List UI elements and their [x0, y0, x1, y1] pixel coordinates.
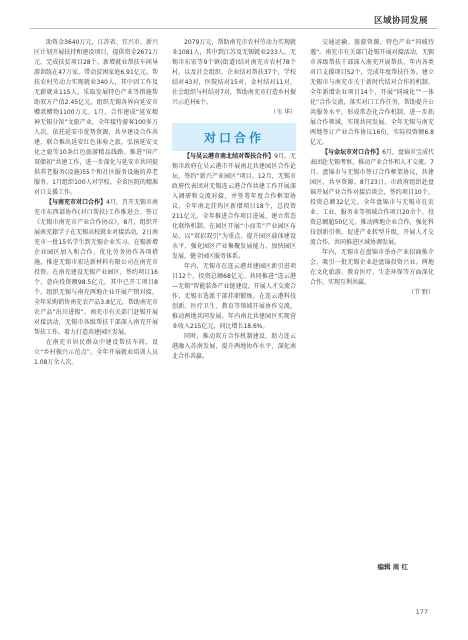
paragraph	[34, 198, 158, 338]
text-column-3	[310, 38, 434, 298]
paragraph: 年内，无锡市在连云港共建园区新引进项目12个，投资总额68亿元。共同推进“连云港—无锡”智能装备产业链建设。开展人才交流合作，无锡市选派干部挂职锻炼，在连云港科技创新、医疗卫生、教育等领域开展协作交流，推动两地共同发展。年内南北共建园区实现营业收入215亿元，同比增长18.6%。	[172, 263, 296, 330]
text-column-2	[172, 38, 296, 362]
subsection-heading: 【与吴云港市南北结对帮扶合作】	[184, 153, 275, 160]
editor-credit: 编辑 周 红	[377, 563, 408, 571]
paragraph: 年内，无锡市在盘锦市举办产业招商推介会，吸引一批无锡企业赴盘锦投资兴业。两地在文化旅游、教育医疗、生态环保等方面深化合作，实现互利共赢。	[310, 249, 434, 286]
paragraph-text: 6月，盘锦市宝成代表团赴无锡考察，推动产业合作和人才交流。7月，盘锦市与无锡市签订合作框架协议，共建园区，共享资源。8月23日，市政府组织赴盘锦开展产业合作对接洽谈会，签约项目10个，投资总额32亿元。全年盘锦市与无锡市在农业、工业、服务业等领域合作项目20余个，投资总额超50亿元。推动两地企业合作，强化科技创新引领，促进产业转型升级，开展人才交流合作，共同推进区域协调发展。	[310, 149, 434, 246]
page-number: 177	[415, 608, 428, 616]
paragraph: 助资金3640万元，江苏省、宜兴市、新兴区计划开展扶持和建设项目，提供资金2671万元，完成扶贫项目28个。新增就业帮扶车间导游训练在47万家，带动贫困家庭6.91亿元。帮扶农村劳动力实现就业340人，其中因工作及无薪就业115人。采取发展特色产业等措施帮助双方产值2.45亿元，组织无锡各界向延安市赠款赠物1100万元。1月，合作建成“延安精神无锡分馆”文旅产业，全年接待游客100多万人次。依托延安市优势资源，共享建设合作共建，联合推出延安红色体验之旅，弘扬延安文化之旅等10条红色旅游精品线路。推进“国产双储初”共建工作，进一步深化与延安市共同提供养老服务(设施)55个和社区服务设施的养老服务，1月组织100人对学校、全省医院的精准对口支援工作。	[34, 39, 158, 196]
subsection-heading: 【与南充市对口合作】	[46, 199, 107, 206]
feature-banner-label: 对口合作	[203, 130, 264, 145]
paragraph: 2079万元，帮助南充市农村劳动力实现就业1081人，其中到江苏及无锡就业233人。无锡市东宏等9个镇(街道)结对南充市农村78个村，以及社会组织、企业结对帮扶37个，学校结对43对，医院结对15对，金村结对11对，社会组织与村结对7对，帮助南充市打造乡村振兴示范村6个。	[172, 39, 296, 106]
author-signature: （韦 华）	[270, 109, 296, 116]
paragraph-text: 9月，无锡市政府在吴云港市开展南北共建园区合作论坛，签约“新兴产业园区”项目。12月，无锡市政府代表团对无锡连云港合作共建工作开展深入调研和交流对接，并签署年度合作框架协议。全年南北挂钩区新增项目18个，总投资211亿元。全年推进合作项目进展，建立常态化联络机制。在园区开展“小而美”产业园区布局，以“双招双引”为重点，提升园区载体建设水平，强化园区产业集聚发展能力。加快园区发展，健全园区服务体系。	[172, 153, 296, 260]
paragraph: 交通运输、旅游资源、特色产业“同城待遇”。南充市有关部门赴锡开展对接活动，无锡市各级帮扶干部深入南充开展帮扶，年内各类对口支援项目52个，完成年度帮扶任务。建立无锡市与南充市关于新时代结对合作的机制，全年新增农业项目14个，开展“同城化”“一体化”合作交流，落实对口工作任务，帮助提升公共服务水平，形成常态化合作机制，进一步拓展合作领域，实现共同发展。全年无锡与南充两地签订产业合作协议16份，实际投资额6.8亿元。	[310, 39, 434, 146]
paragraph-text: 4月，召开无锡市南充市东西部协作(对口帮扶)工作推进会。签订《无锡市南充市产业合作协议》。8月，组织开展南充籍学子在无锡高校就业对接活动，2日南充市一批15名学生到无锡企业实习。在锡新增企业园区加入和合作，优化劳务协作各项措施，推进无锡市宏达新材料有限公司在南充市投资。在南充建设无锡产业园区，签约项目16个，意向投资额98.5亿元，其中已开工项目8个。组织无锡与南充两地企业开展产销对接，全年采购销售南充农产品3.8亿元，帮助南充市农产品“出川进锡”。南充市有关部门赴锡开展对接活动，无锡市各级帮扶干部深入南充开展帮扶工作，着力打造共建园区发展。	[34, 199, 158, 336]
paragraph: 在南充市居民群众中建设帮扶车间，设立“乡村振兴示范点”。全年开展就业培训人员1.08万余人次。	[34, 339, 158, 366]
text-column-1	[34, 38, 158, 368]
paragraph: 同时，推动双方合作机制建设，助力连云港融入苏南发展，提升两地协作水平，深化南北合作共赢。	[172, 333, 296, 360]
subsection-heading: 【与金坛市对口合作】	[322, 149, 383, 156]
header-divider	[30, 28, 438, 29]
author-signature: （节 野）	[408, 289, 434, 296]
feature-banner	[172, 123, 296, 151]
section-title: 区域协同发展	[373, 16, 428, 26]
paragraph	[310, 148, 434, 248]
paragraph	[172, 152, 296, 262]
